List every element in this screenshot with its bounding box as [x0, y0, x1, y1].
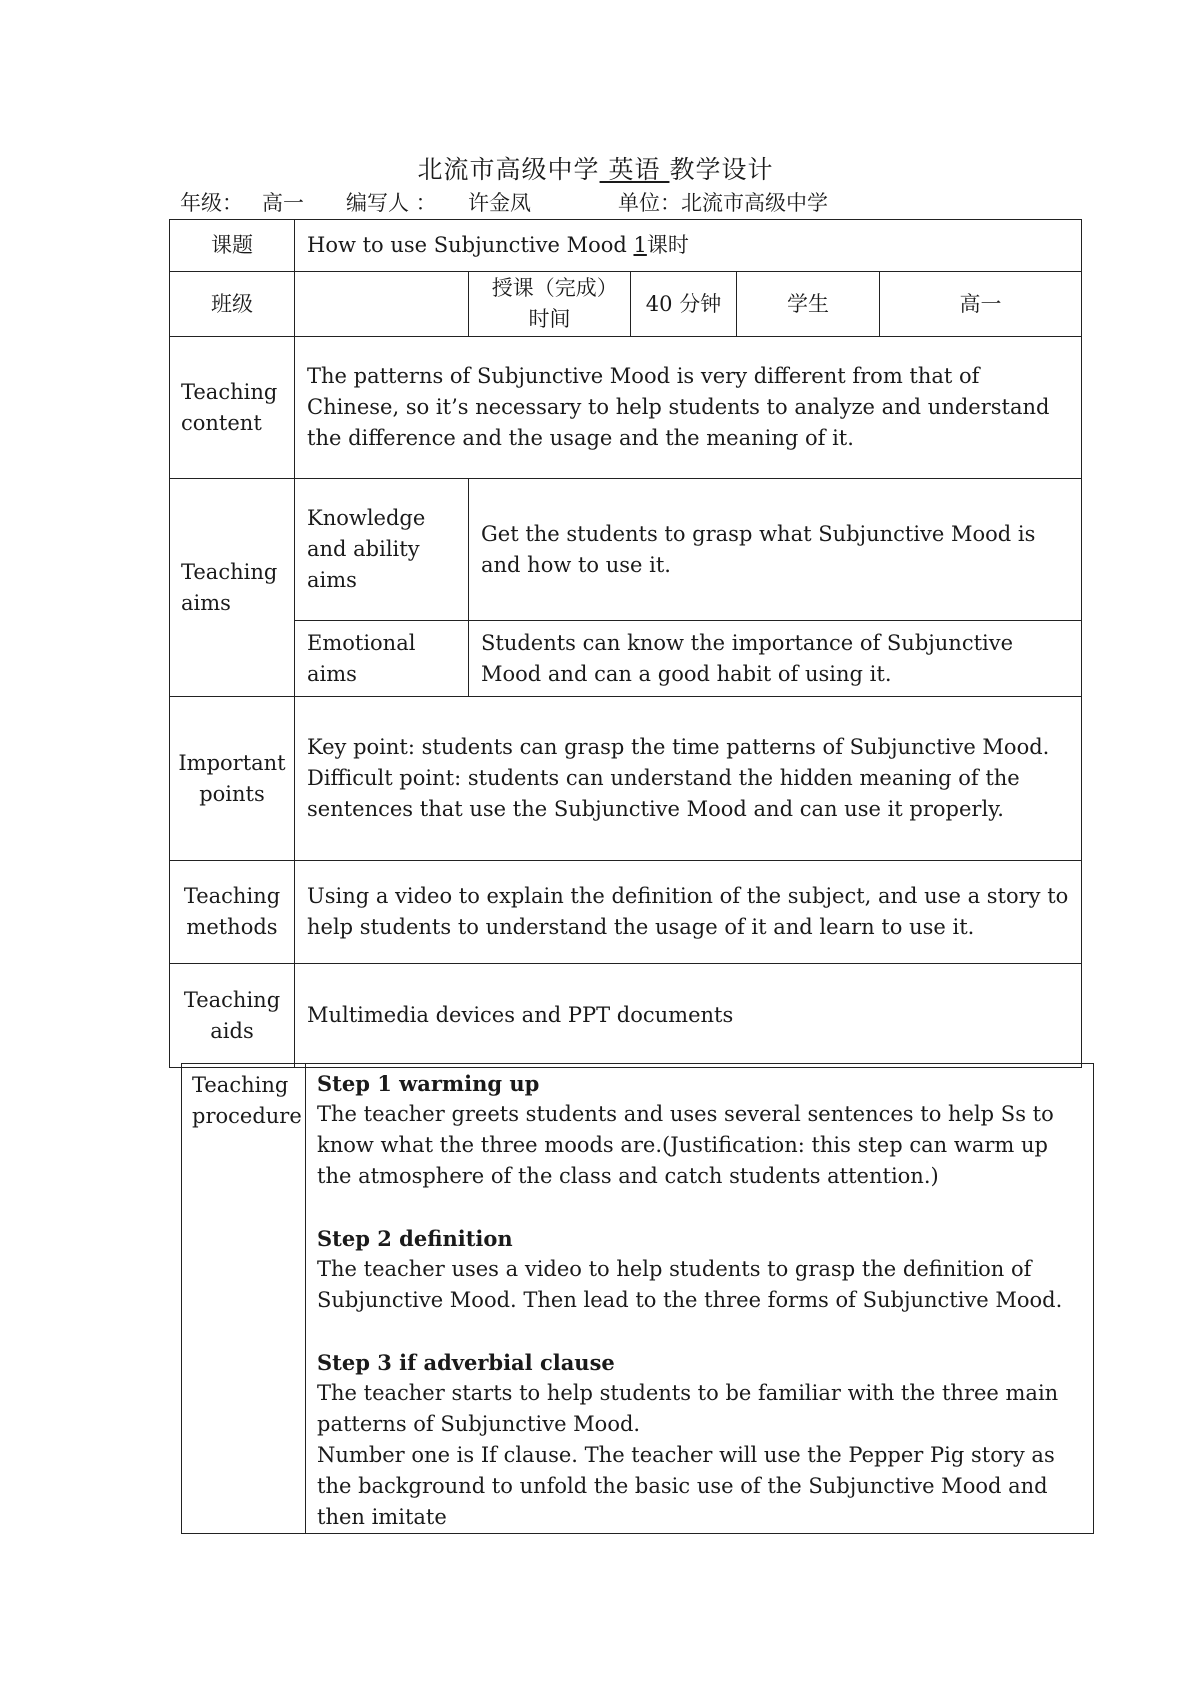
- methods-value: Using a video to explain the definition of the subject, and use a story to help students to understand the usage of it and learn to use it.: [295, 861, 1082, 964]
- aids-label: Teaching aids: [170, 964, 295, 1068]
- procedure-label: Teaching procedure: [182, 1064, 306, 1534]
- content-label: Teaching content: [170, 337, 295, 479]
- step-3-text-2: Number one is If clause. The teacher will use the Pepper Pig story as the background to unfold the basic use of the Subjunctive Mood and then imitate: [317, 1443, 1055, 1529]
- key-point: Key point: students can grasp the time patterns of Subjunctive Mood.: [307, 735, 1050, 759]
- document-title: [0, 154, 1191, 186]
- topic-row: [170, 220, 1082, 272]
- aims-label: Teaching aims: [170, 479, 295, 697]
- author-value: 许金凤: [468, 191, 531, 215]
- class-row: [170, 272, 1082, 337]
- header-meta: [180, 188, 828, 218]
- important-row: [170, 697, 1082, 861]
- student-label: 学生: [737, 272, 880, 337]
- grade-value: 高一: [262, 191, 304, 215]
- lesson-plan-table: [169, 219, 1082, 1068]
- aids-value: Multimedia devices and PPT documents: [295, 964, 1082, 1068]
- title-school: 北流市高级中学: [417, 155, 600, 184]
- author-label: 编写人 ：: [346, 191, 437, 215]
- step-1-text: The teacher greets students and uses several sentences to help Ss to know what the three moods are.(Justification: this step can warm up the atmosphere of the class and catch students attention.): [317, 1102, 1054, 1188]
- methods-row: [170, 861, 1082, 964]
- step-2-title: Step 2 definition: [317, 1226, 513, 1251]
- title-suffix: 教学设计: [669, 155, 774, 184]
- procedure-row: [182, 1064, 1094, 1534]
- title-subject: 英语: [599, 155, 670, 184]
- aids-row: [170, 964, 1082, 1068]
- emotional-aims-value: Students can know the importance of Subjunctive Mood and can a good habit of using it.: [469, 621, 1082, 697]
- knowledge-aims-label: Knowledge and ability aims: [295, 479, 469, 621]
- class-label: 班级: [170, 272, 295, 337]
- step-1-title: Step 1 warming up: [317, 1071, 540, 1096]
- grade-label: 年级：: [180, 191, 243, 215]
- aims-row-emotional: [170, 621, 1082, 697]
- step-2-text: The teacher uses a video to help students to grasp the definition of Subjunctive Mood. Then lead to the three forms of Subjunctive Mood.: [317, 1257, 1063, 1312]
- knowledge-aims-value: Get the students to grasp what Subjunctive Mood is and how to use it.: [469, 479, 1082, 621]
- content-value: The patterns of Subjunctive Mood is very different from that of Chinese, so it’s necessary to help students to analyze and understand the difference and the usage and the meaning of it.: [295, 337, 1082, 479]
- difficult-point: Difficult point: students can understand the hidden meaning of the sentences that use the Subjunctive Mood and can use it properly.: [307, 766, 1020, 821]
- procedure-table: [181, 1063, 1094, 1534]
- important-label: Important points: [170, 697, 295, 861]
- important-value: [295, 697, 1082, 861]
- topic-label: 课题: [170, 220, 295, 272]
- time-value: 40 分钟: [631, 272, 737, 337]
- step-3-text-1: The teacher starts to help students to be familiar with the three main patterns of Subjunctive Mood.: [317, 1381, 1059, 1436]
- content-row: [170, 337, 1082, 479]
- aims-row-knowledge: [170, 479, 1082, 621]
- time-label: 授课（完成）时间: [469, 272, 631, 337]
- topic-value: How to use Subjunctive Mood 1课时: [295, 220, 1082, 272]
- unit-label: 单位：: [618, 191, 681, 215]
- student-value: 高一: [880, 272, 1082, 337]
- unit-value: 北流市高级中学: [681, 191, 828, 215]
- procedure-content: [306, 1064, 1094, 1534]
- step-3-title: Step 3 if adverbial clause: [317, 1350, 615, 1375]
- methods-label: Teaching methods: [170, 861, 295, 964]
- class-value: [295, 272, 469, 337]
- emotional-aims-label: Emotional aims: [295, 621, 469, 697]
